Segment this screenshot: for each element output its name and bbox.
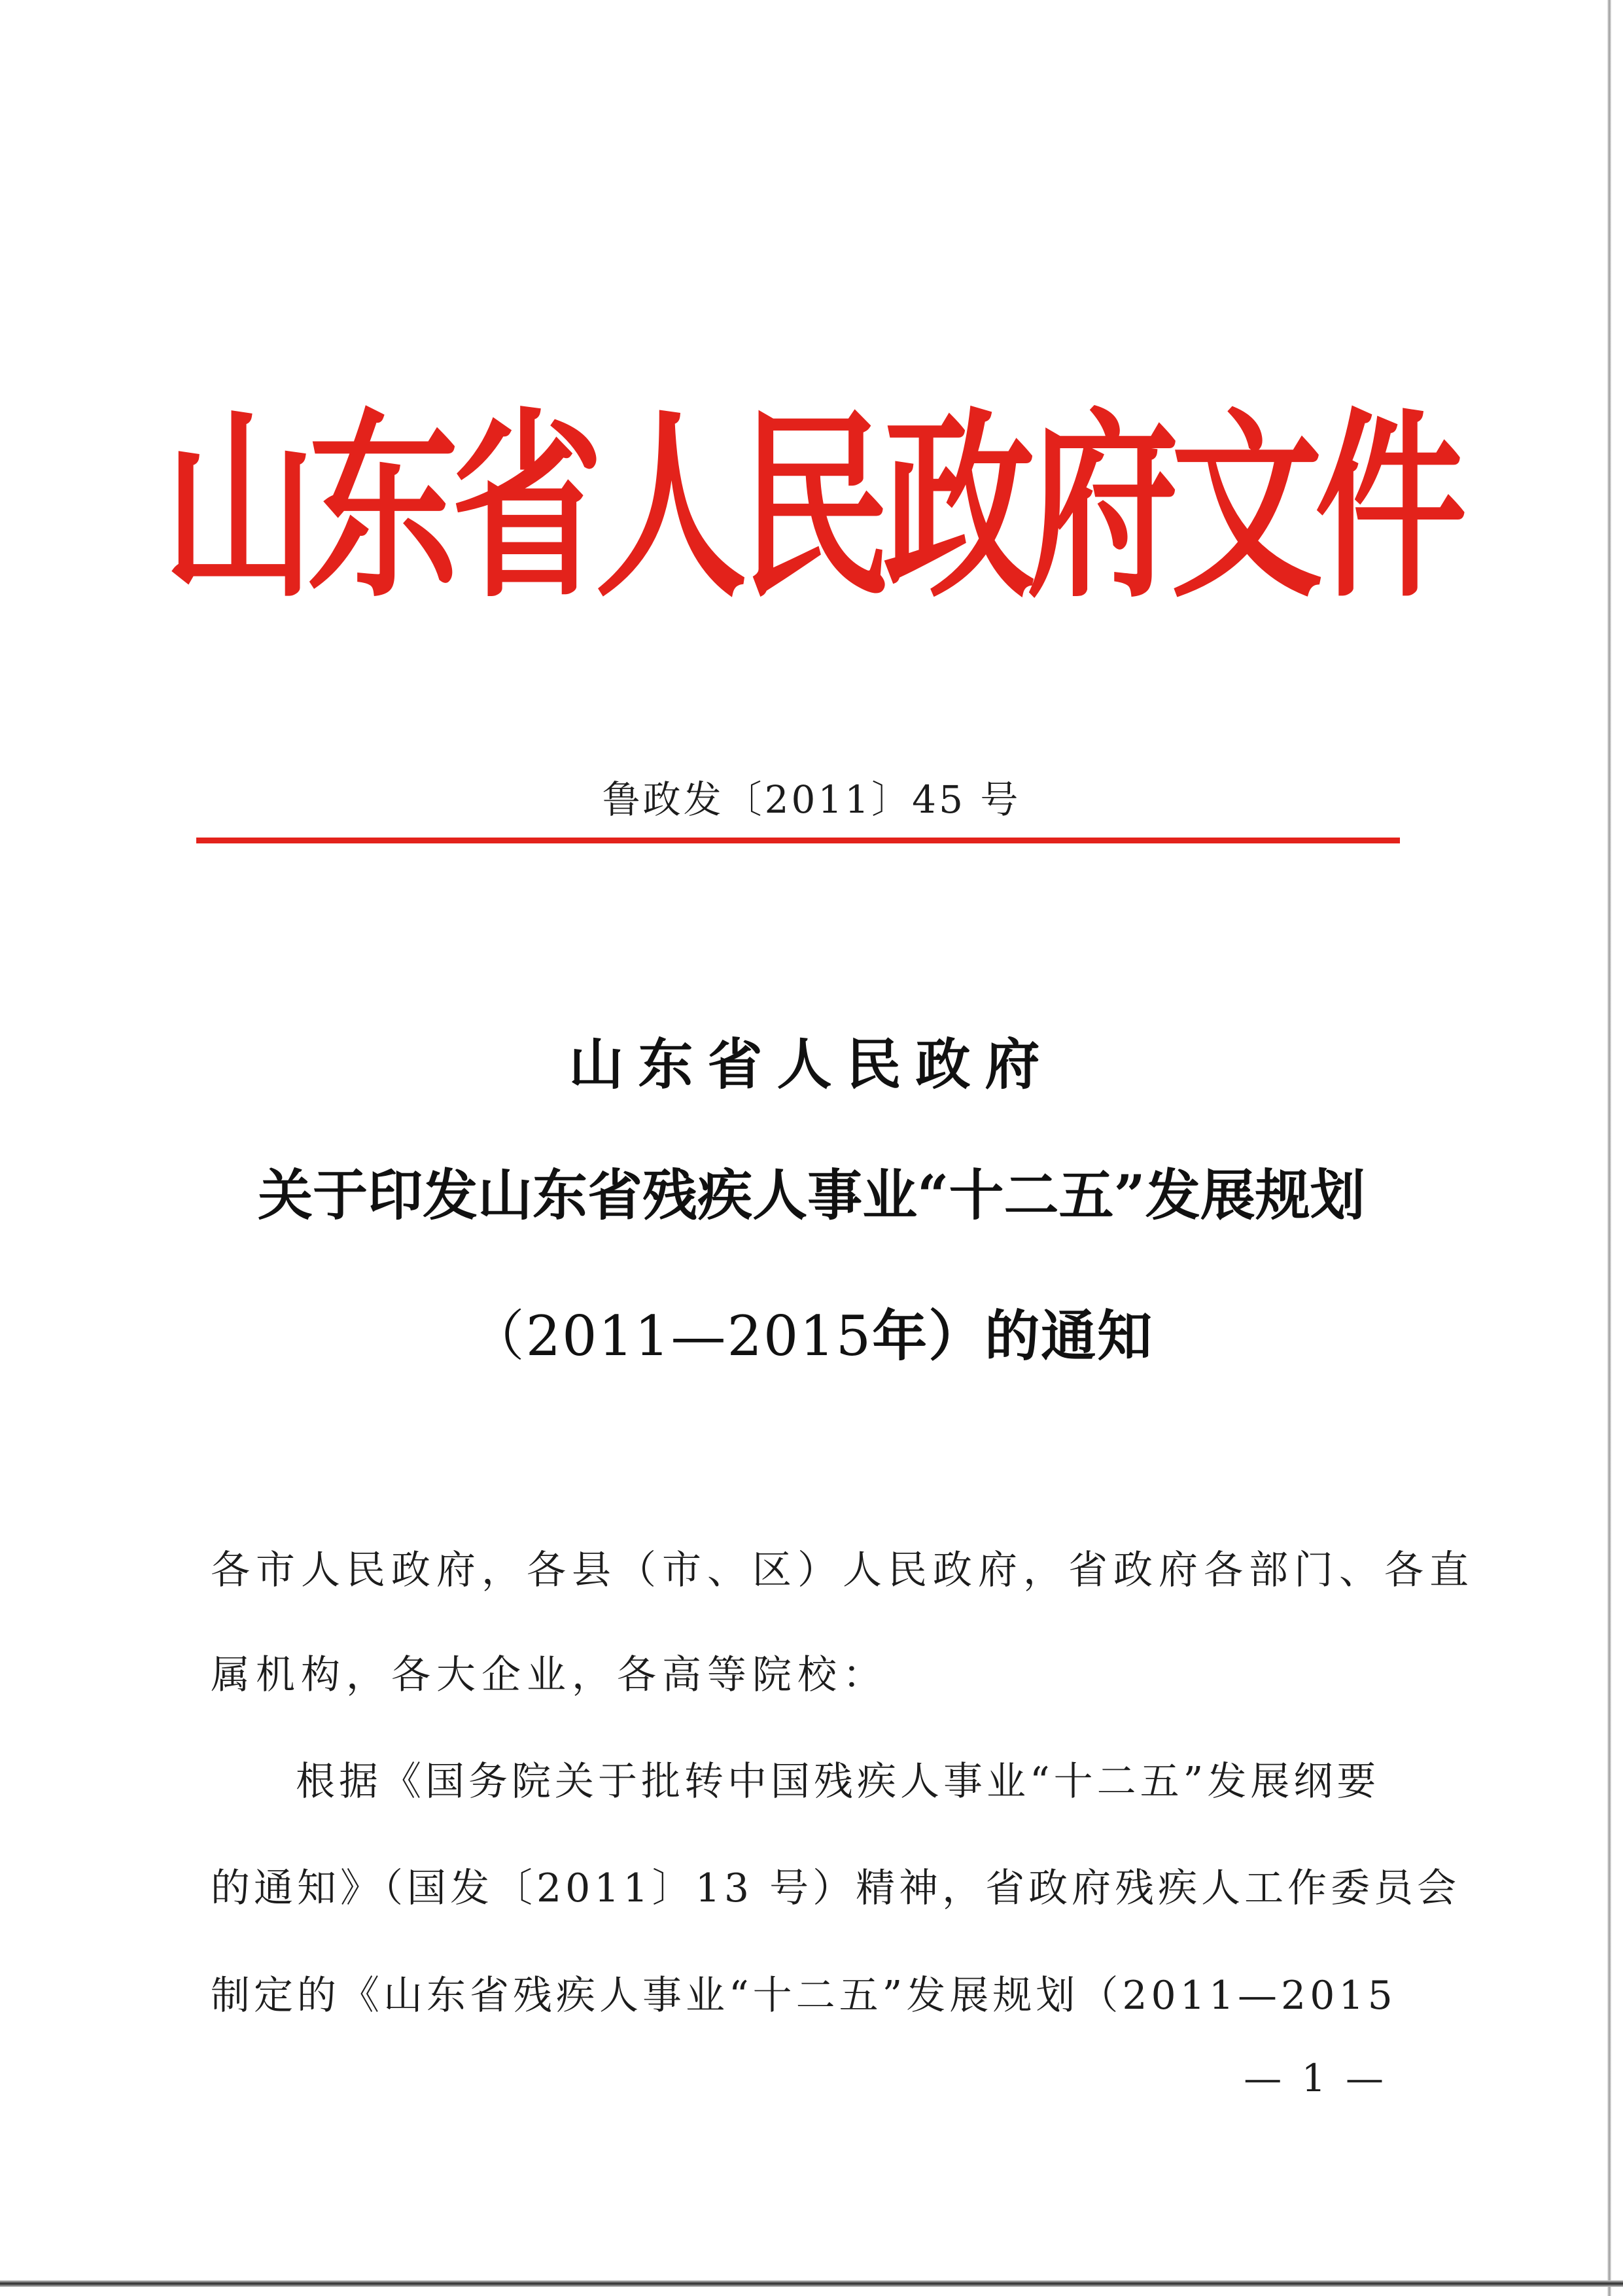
body-line: 属机构，各大企业，各高等院校： [211,1652,888,1698]
red-divider-line [196,838,1400,843]
scan-edge-right [1607,0,1611,2296]
body-line: 的通知》（国发〔2011〕13 号）精神，省政府残疾人工作委员会 [211,1865,1461,1911]
notice-title-suffix: 年）的通知 [872,1303,1154,1368]
body-line: 各市人民政府，各县（市、区）人民政府，省政府各部门、各直 [211,1547,1475,1593]
body-line: 根据《国务院关于批转中国残疾人事业“十二五”发展纲要 [296,1759,1380,1805]
notice-title-period [0,1292,1623,1371]
notice-title-issuer: 山东省人民政府 [568,1032,1055,1097]
notice-title-subject: 关于印发山东省残疾人事业“十二五”发展规划 [258,1163,1365,1227]
masthead-title: 山东省人民政府文件 [164,391,1459,624]
body-line: 制定的《山东省残疾人事业“十二五”发展规划（2011—2015 [211,1973,1397,2019]
document-number: 鲁政发〔2011〕45 号 [602,777,1021,822]
scan-edge-bottom [0,2280,1623,2287]
page-number: — 1 — [1244,2056,1387,2100]
notice-title-year-range: （2011—2015 [469,1304,873,1368]
